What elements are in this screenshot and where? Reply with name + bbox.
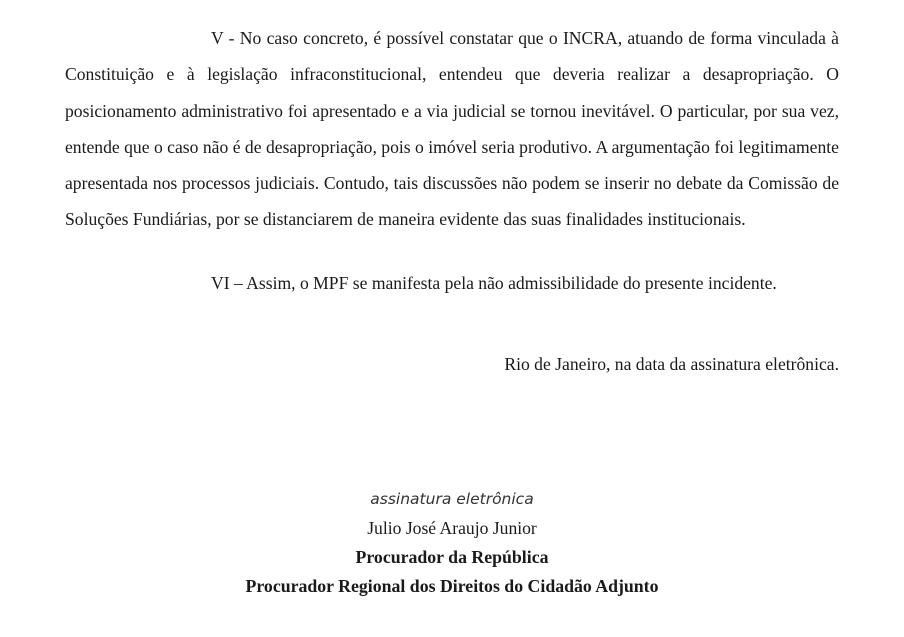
paragraph-v bbox=[65, 20, 839, 238]
signature-block bbox=[0, 485, 904, 601]
signer-role: Procurador Regional dos Direitos do Cidadão Adjunto bbox=[245, 576, 659, 596]
electronic-signature-label: assinatura eletrônica bbox=[370, 490, 534, 508]
paragraph-v-text: V - No caso concreto, é possível constatar que o INCRA, atuando de forma vinculada à Constituição e à legislação infraconstitucional, entendeu que deveria realizar a desapropriação. O posicionamento administrativo foi apresentado e a via judicial se tornou inevitável. O particular, por sua vez, entende que o caso não é de desapropriação, pois o imóvel seria produtivo. A argumentação foi legitimamente apresentada nos processos judiciais. Contudo, tais discussões não podem se inserir no debate da Comissão de Soluções Fundiárias, por se distanciarem de maneira evidente das suas finalidades institucionais. bbox=[65, 28, 839, 230]
paragraph-vi bbox=[65, 265, 839, 301]
signer-name: Julio José Araujo Junior bbox=[367, 518, 537, 538]
signer-title: Procurador da República bbox=[355, 547, 549, 567]
city-date-line: Rio de Janeiro, na data da assinatura eletrônica. bbox=[504, 354, 839, 375]
document-page bbox=[65, 20, 839, 400]
paragraph-vi-text: VI – Assim, o MPF se manifesta pela não admissibilidade do presente incidente. bbox=[211, 272, 777, 293]
